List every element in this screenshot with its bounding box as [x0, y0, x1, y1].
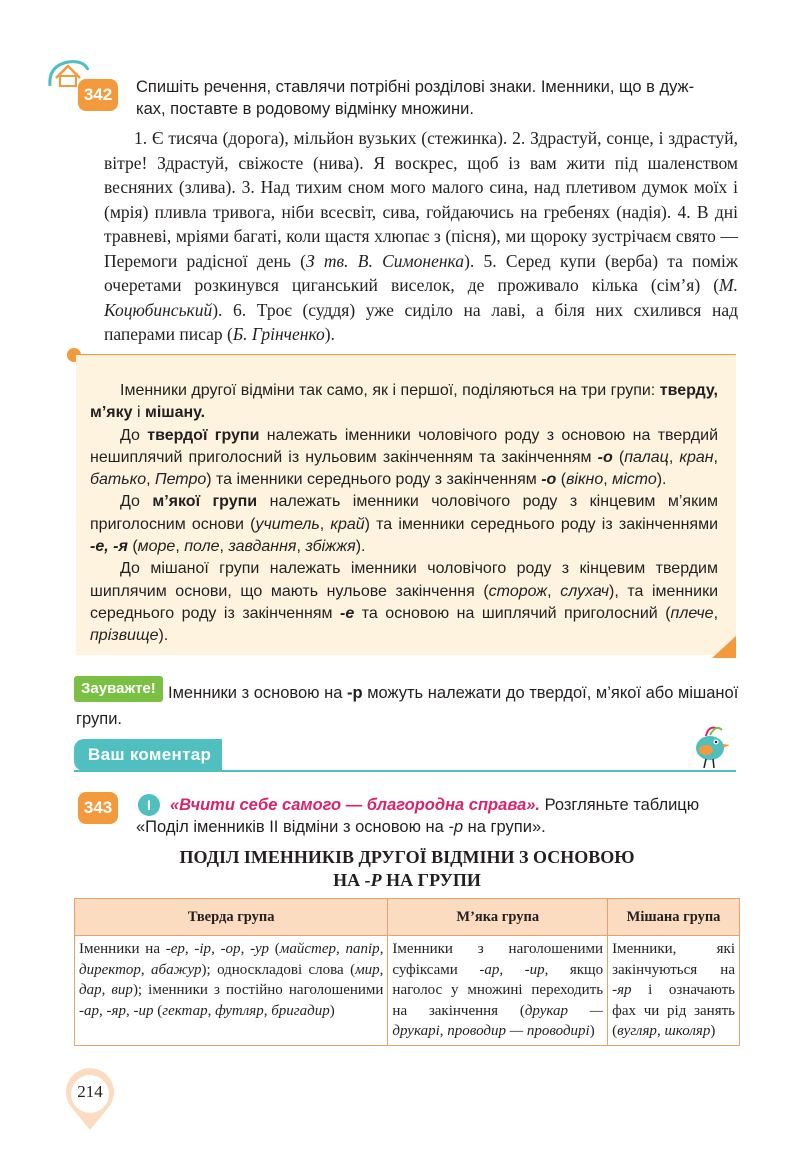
task-343-text: «Вчити себе самого — благородна справа». Розгляньте таблицю «Поділ іменників ІІ відміни з основою на -р на групи».	[136, 796, 700, 836]
author-1: З тв. В. Симоненка	[305, 250, 465, 271]
table-row	[75, 936, 740, 1046]
cell-soft: Іменники з наголошеними суфіксами -ар, -ир, якщо наголос у множині переходить на закінчення (друкар — друкарі, проводир — проводирі)	[388, 936, 608, 1046]
task-342-badge: 342	[78, 79, 118, 111]
table-title-line-1: ПОДІЛ ІМЕННИКІВ ДРУГОЇ ВІДМІНИ З ОСНОВОЮ	[179, 847, 635, 867]
comment-header: Ваш коментар	[74, 739, 222, 771]
table-header-row	[75, 899, 740, 936]
cell-hard: Іменники на -ер, -ір, -ор, -ур (майстер, папір, директор, абажур); односкладові слова (мир, дар, вир); іменники з постійно наголошеними -ар, -яр, -ир (гектар, футляр, бригадир)	[75, 936, 388, 1046]
page-number: 214	[77, 1082, 103, 1101]
task-343-badge: 343	[78, 792, 118, 824]
table-title-line-2: НА -Р НА ГРУПИ	[333, 870, 481, 890]
instruction-line-2: ках, поставте в родовому відмінку множини.	[136, 100, 474, 118]
groups-table	[74, 898, 740, 1046]
note-text: Іменники з основою на -р можуть належати до твердої, м’якої або мішаної групи.	[76, 684, 739, 728]
header-hard: Тверда група	[75, 899, 388, 936]
task-342-instruction	[136, 76, 736, 120]
task-342-exercise-text: 1. Є тисяча (дорога), мільйон вузьких (стежинка). 2. Здрастуй, сонце, і здрастуй, вітре! Здрастуй, свіжосте (нива). Я воскрес, щоб із вам жити під шаленством весняних (злива). 3. Над тихим сном мого малого сина, над плетивом думок моїх і (мрія) пливла тривога, ніби всесвіт, сива, гойдаючись на гребенях (надія). 4. В дні травневі, мріями багаті, коли щастя хлюпає з (пісня), ми щороку зустрічаєм свято — Перемоги радісної день (З тв. В. Симоненка). 5. Серед купи (верба) та поміж очеретами розкинувся циганський виселок, де проживало кілька (сім’я) (М. Коцюбинський). 6. Троє (суддя) уже сиділо на лаві, а біля них схилився над паперами писар (Б. Грінченко).	[104, 128, 738, 344]
note-label: Зауважте!	[74, 676, 163, 702]
cell-mixed: Іменники, які закінчуються на -яр і означають фах чи рід занять (вугляр, школяр)	[608, 936, 740, 1046]
rule-text: Іменники другої відміни так само, як і першої, поділяються на три групи: тверду, м’яку і мішану. До твердої групи належать іменники чоловічого роду з основою на твердий нешиплячий приголосний із нульовим закінченням та закінченням -о (палац, кран, батько, Петро) та іменники середнього роду з закінченням -о (вікно, місто). До м’якої групи належать іменники чоловічого роду з кінцевим м’яким приголосним основи (учитель, край) та іменники середнього роду із закінченнями -е, -я (море, поле, завдання, збіжжя). До мішаної групи належать іменники чоловічого роду з кінцевим твердим шиплячим основи, що мають нульове закінчення (сторож, слухач), та іменники середнього роду із закінченням -е та основою на шиплячий приголосний (плече, прізвище).	[90, 382, 719, 645]
table-title	[74, 846, 740, 892]
header-mixed: Мішана група	[608, 899, 740, 936]
instruction-line-1: Спишіть речення, ставлячи потрібні розділові знаки. Іменники, що в дуж-	[136, 78, 695, 96]
author-3: Б. Грінченко	[232, 324, 325, 344]
author-2: М. Коцюбинський	[104, 275, 738, 320]
bird-icon	[686, 722, 736, 770]
header-soft: М’яка група	[388, 899, 608, 936]
level-badge: I	[138, 794, 160, 816]
task-343-quote: «Вчити себе самого — благородна справа».	[170, 796, 541, 814]
